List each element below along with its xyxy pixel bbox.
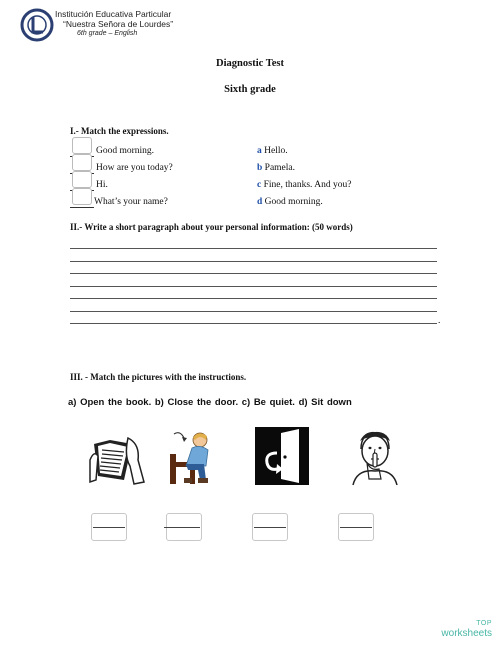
school-header <box>55 9 173 39</box>
writing-line-3[interactable] <box>70 273 437 274</box>
writing-line-2[interactable] <box>70 261 437 262</box>
picture-answer-line-1 <box>93 527 125 528</box>
watermark-brand: worksheets <box>441 628 492 639</box>
writing-line-5[interactable] <box>70 298 437 299</box>
right-item-2: b Pamela. <box>257 163 296 173</box>
sit-down-picture <box>162 428 224 486</box>
writing-line-6[interactable] <box>70 311 437 312</box>
grade-label: 6th grade – English <box>77 30 138 37</box>
left-item-3: Hi. <box>96 180 108 190</box>
answer-underline-4 <box>70 207 94 208</box>
section3-heading: III. - Match the pictures with the instructions. <box>70 372 247 382</box>
writing-line-7[interactable] <box>70 323 437 324</box>
instructions-line: a) Open the book. b) Close the door. c) Be quiet. d) Sit down <box>68 397 352 408</box>
writing-line-4[interactable] <box>70 286 437 287</box>
school-subname: “Nuestra Señora de Lourdes” <box>63 19 174 29</box>
watermark-top: TOP <box>476 620 492 627</box>
worksheets-watermark <box>441 620 492 639</box>
picture-answer-line-4 <box>340 527 372 528</box>
school-logo-icon <box>20 8 54 42</box>
left-item-2: How are you today? <box>96 163 173 173</box>
page-title: Diagnostic Test <box>216 58 284 69</box>
right-item-4: d Good morning. <box>257 197 323 207</box>
picture-answer-line-3 <box>254 527 286 528</box>
answer-box-1[interactable] <box>72 137 92 154</box>
writing-line-1[interactable] <box>70 248 437 249</box>
open-book-picture <box>88 430 150 488</box>
page-subtitle: Sixth grade <box>224 84 276 95</box>
be-quiet-picture <box>345 427 405 487</box>
right-item-3: c Fine, thanks. And you? <box>257 180 352 190</box>
close-door-picture <box>255 427 309 485</box>
left-item-4: What’s your name? <box>94 197 168 207</box>
answer-box-2[interactable] <box>72 154 92 171</box>
picture-answer-line-2 <box>164 527 200 528</box>
right-item-1: a Hello. <box>257 146 288 156</box>
paragraph-end-mark: . <box>438 316 441 326</box>
section1-heading: I.- Match the expressions. <box>70 126 169 136</box>
school-name: Institución Educativa Particular <box>55 9 172 19</box>
left-item-1: Good morning. <box>96 146 155 156</box>
section2-heading: II.- Write a short paragraph about your personal information: (50 words) <box>70 222 353 232</box>
answer-box-3[interactable] <box>72 171 92 188</box>
answer-box-4[interactable] <box>72 188 92 205</box>
